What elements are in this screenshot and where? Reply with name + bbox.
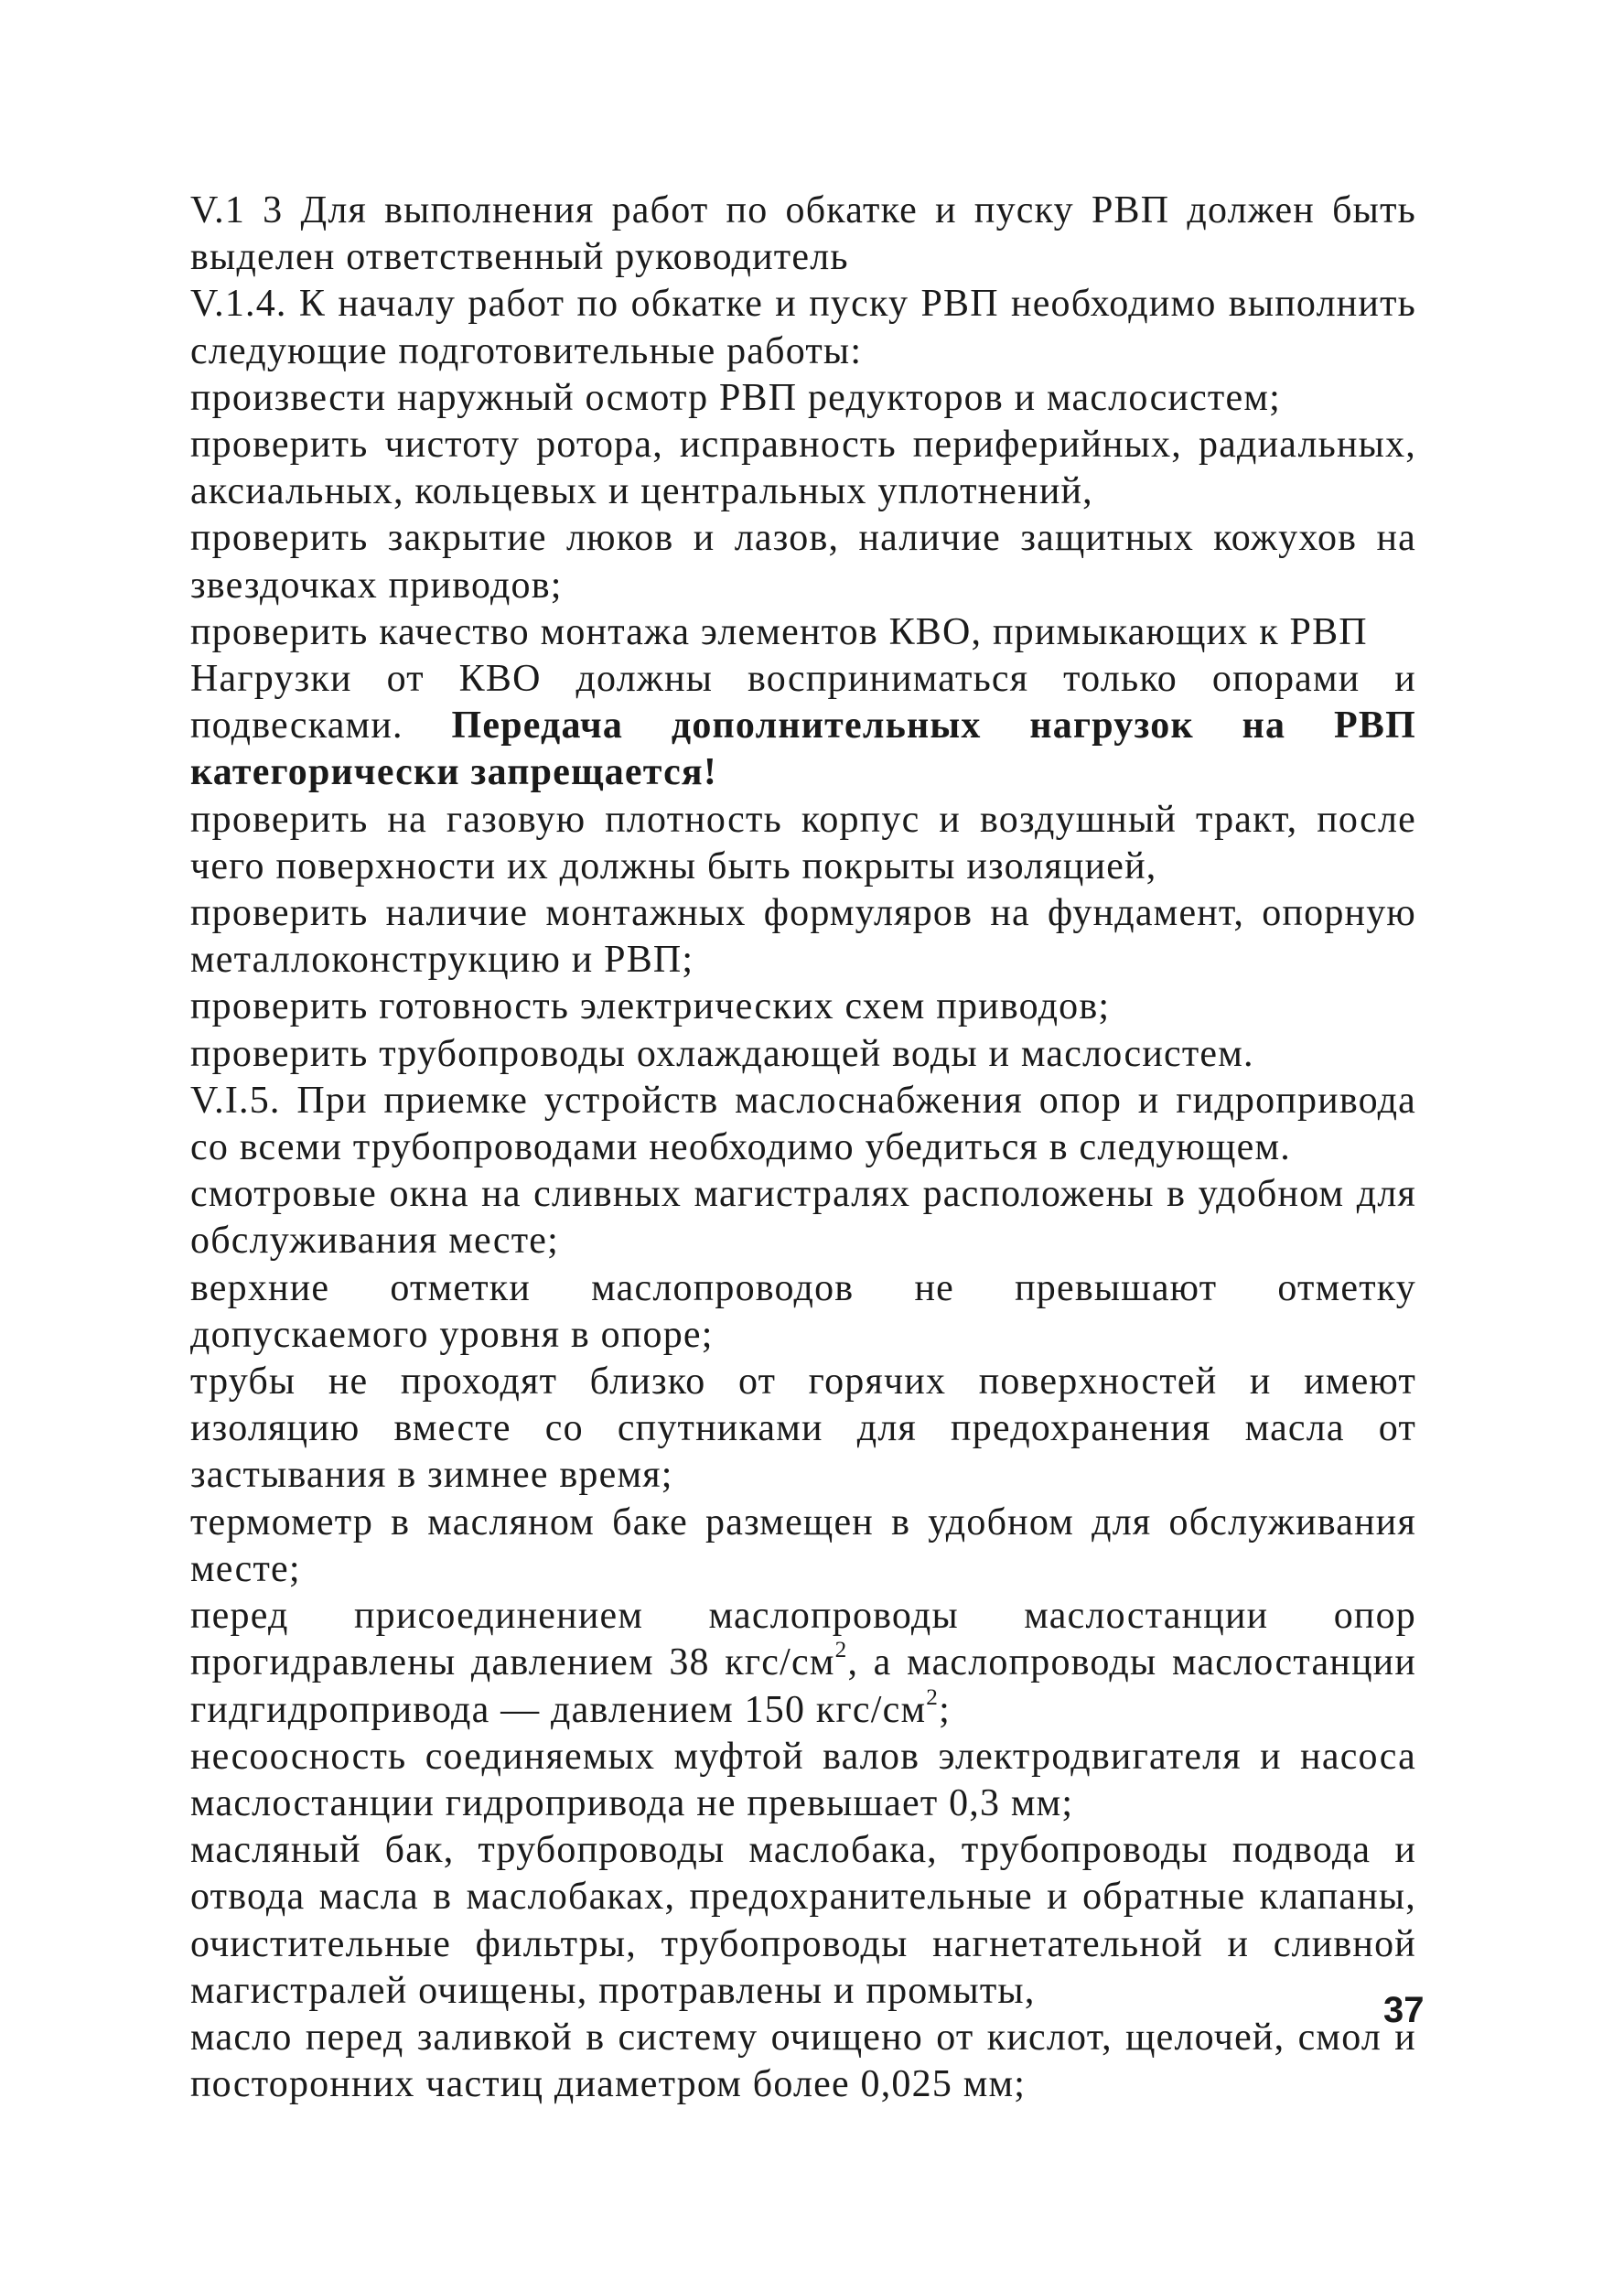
paragraph: проверить чистоту ротора, исправность периферийных, радиальных, аксиальных, кольцевых и центральных уплотнений,: [190, 424, 1416, 513]
paragraph: V.I.5. При приемке устройств маслоснабжения опор и гидропривода со всеми трубопроводами необходимо убедиться в следующем.: [190, 1079, 1416, 1169]
paragraph: [190, 656, 1416, 797]
paragraph: проверить на газовую плотность корпус и воздушный тракт, после чего поверхности их должны быть покрыты изоляцией,: [190, 798, 1416, 887]
paragraph: верхние отметки маслопроводов не превышают отметку допускаемого уровня в опоре;: [190, 1266, 1416, 1356]
paragraph: несоосность соединяемых муфтой валов электродвигателя и насоса маслостанции гидропривода не превышает 0,3 мм;: [190, 1735, 1416, 1824]
paragraph: проверить качество монтажа элементов КВО, примыкающих к РВП: [190, 610, 1368, 653]
paragraph: проверить наличие монтажных формуляров на фундамент, опорную металлоконструкцию и РВП;: [190, 892, 1416, 982]
paragraph-text: ;: [939, 1688, 951, 1731]
paragraph-text: перед присоединением маслопроводы маслостанции опор прогидравлены давлением 38 кгс/см: [190, 1595, 1416, 1684]
warning-text: Передача дополнительных нагрузок на РВП категорически запрещается!: [190, 705, 1416, 794]
paragraph: трубы не проходят близко от горячих поверхностей и имеют изоляцию вместе со спутниками для предохранения масла от застывания в зимнее время;: [190, 1361, 1416, 1497]
paragraph: V.1 3 Для выполнения работ по обкатке и пуску РВП должен быть выделен ответственный руководитель: [190, 189, 1416, 279]
paragraph-text: , а маслопроводы маслостанции гидгидропривода — давлением 150 кгс/см: [190, 1641, 1416, 1731]
paragraph: произвести наружный осмотр РВП редукторов и маслосистем;: [190, 376, 1281, 419]
paragraph-text: Нагрузки от КВО должны восприниматься только опорами и подвесками.: [190, 658, 1416, 748]
page-number: 37: [1383, 1990, 1425, 2030]
paragraph: V.1.4. К началу работ по обкатке и пуску РВП необходимо выполнить следующие подготовительные работы:: [190, 283, 1416, 372]
paragraph: масляный бак, трубопроводы маслобака, трубопроводы подвода и отвода масла в маслобаках, предохранительные и обратные клапаны, очистительные фильтры, трубопроводы нагнетательной и сливной магистралей очищены, протравлены и промыты,: [190, 1829, 1416, 2012]
paragraph: масло перед заливкой в систему очищено от кислот, щелочей, смол и посторонних частиц диаметром более 0,025 мм;: [190, 2016, 1416, 2106]
paragraph: смотровые окна на сливных магистралях расположены в удобном для обслуживания месте;: [190, 1173, 1416, 1263]
superscript: 2: [926, 1684, 940, 1710]
paragraph: проверить трубопроводы охлаждающей воды и маслосистем.: [190, 1032, 1254, 1075]
paragraph: термометр в масляном баке размещен в удобном для обслуживания месте;: [190, 1500, 1416, 1590]
paragraph: проверить закрытие люков и лазов, наличие защитных кожухов на звездочках приводов;: [190, 517, 1416, 607]
paragraph: [190, 1593, 1416, 1734]
document-body: [190, 188, 1416, 2108]
paragraph: проверить готовность электрических схем приводов;: [190, 985, 1111, 1028]
superscript: 2: [834, 1638, 848, 1663]
